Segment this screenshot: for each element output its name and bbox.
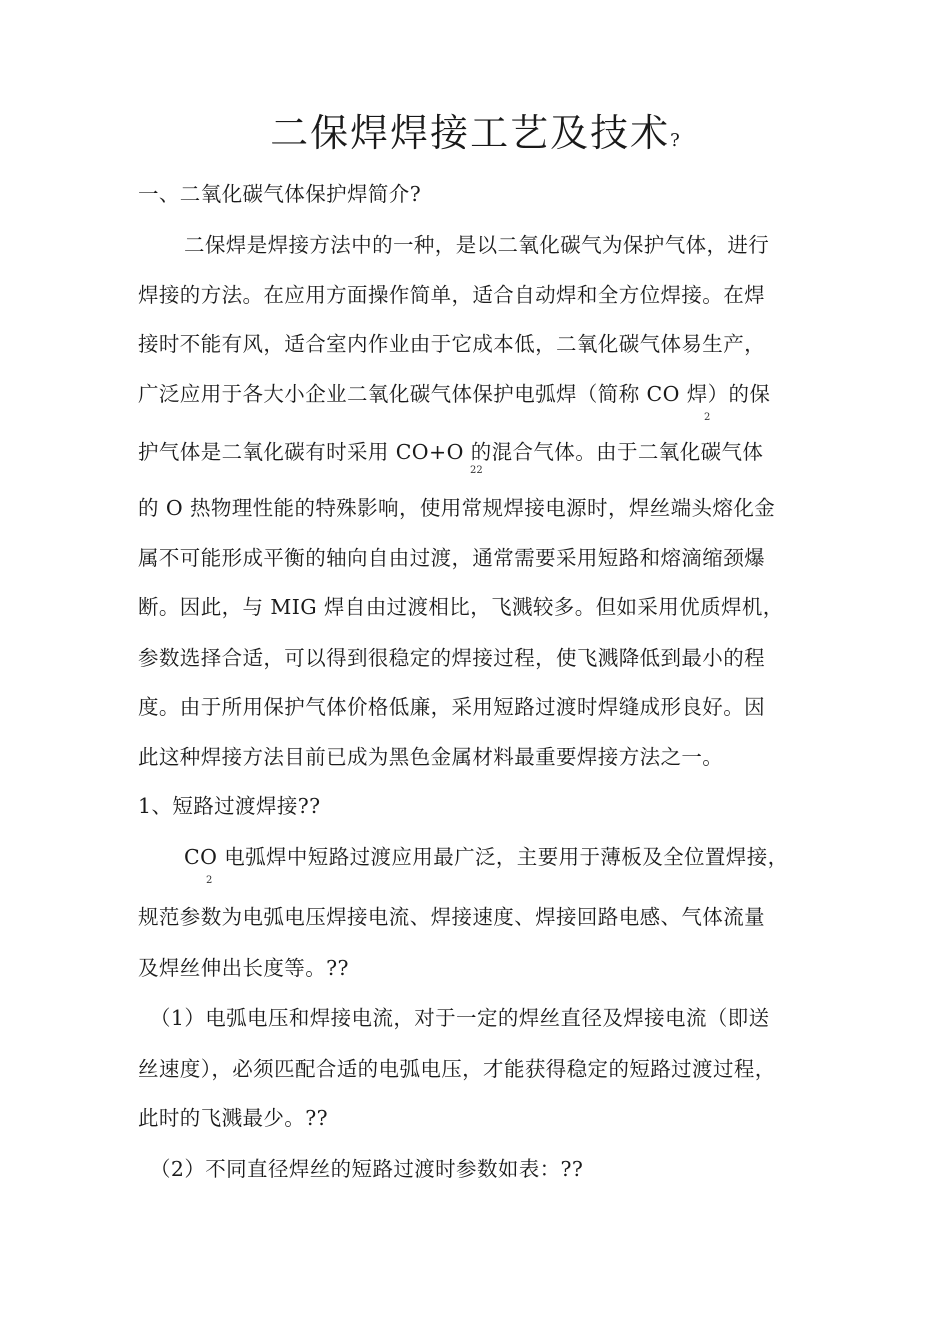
paragraph-line: 规范参数为电弧电压焊接电流、焊接速度、焊接回路电感、气体流量 xyxy=(138,905,765,929)
paragraph-line: 的 O 热物理性能的特殊影响，使用常规焊接电源时，焊丝端头熔化金 xyxy=(138,496,776,520)
subscript-mark: 22 xyxy=(470,465,483,476)
title-suffix: ? xyxy=(670,130,680,151)
section-heading: 一、二氧化碳气体保护焊简介? xyxy=(138,182,422,206)
section-heading: 1、短路过渡焊接?? xyxy=(138,794,321,818)
page-title xyxy=(0,108,950,166)
title-text: 二保焊焊接工艺及技术 xyxy=(270,111,671,155)
paragraph-line: 此这种焊接方法目前已成为黑色金属材料最重要焊接方法之一。 xyxy=(138,745,724,769)
paragraph-line: 焊接的方法。在应用方面操作简单，适合自动焊和全方位焊接。在焊 xyxy=(138,283,765,307)
paragraph-line: 属不可能形成平衡的轴向自由过渡，通常需要采用短路和熔滴缩颈爆 xyxy=(138,546,765,570)
paragraph-line: 接时不能有风，适合室内作业由于它成本低，二氧化碳气体易生产， xyxy=(138,332,765,356)
paragraph-line: 护气体是二氧化碳有时采用 CO+O 的混合气体。由于二氧化碳气体 xyxy=(138,440,764,464)
paragraph-line: CO 电弧焊中短路过渡应用最广泛，主要用于薄板及全位置焊接， xyxy=(184,845,789,869)
list-item-line: （2）不同直径焊丝的短路过渡时参数如表：?? xyxy=(150,1157,584,1181)
subscript-mark: 2 xyxy=(206,875,213,886)
list-item-line: 此时的飞溅最少。?? xyxy=(138,1106,328,1130)
paragraph-line: 二保焊是焊接方法中的一种，是以二氧化碳气为保护气体，进行 xyxy=(184,233,770,257)
paragraph-line: 参数选择合适，可以得到很稳定的焊接过程，使飞溅降低到最小的程 xyxy=(138,646,765,670)
paragraph-line: 度。由于所用保护气体价格低廉，采用短路过渡时焊缝成形良好。因 xyxy=(138,695,765,719)
paragraph-line: 广泛应用于各大小企业二氧化碳气体保护电弧焊（简称 CO 焊）的保 xyxy=(138,382,771,406)
list-item-line: 丝速度），必须匹配合适的电弧电压，才能获得稳定的短路过渡过程， xyxy=(138,1057,776,1081)
paragraph-line: 断。因此，与 MIG 焊自由过渡相比，飞溅较多。但如采用优质焊机， xyxy=(138,595,784,619)
paragraph-line: 及焊丝伸出长度等。?? xyxy=(138,956,349,980)
subscript-mark: 2 xyxy=(704,412,711,423)
list-item-line: （1）电弧电压和焊接电流，对于一定的焊丝直径及焊接电流（即送 xyxy=(150,1006,770,1030)
